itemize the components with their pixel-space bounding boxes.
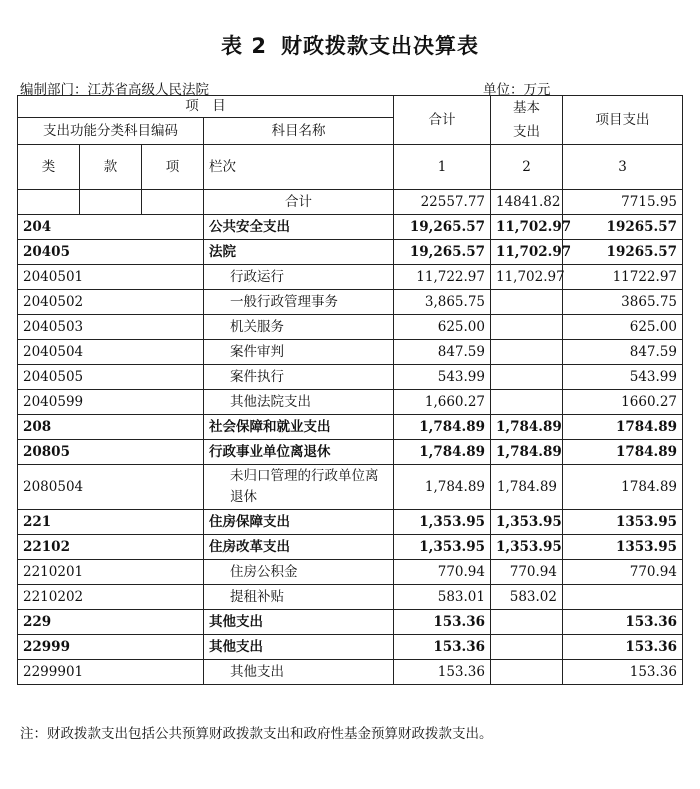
row-total: 19,265.57 [394,215,491,240]
header-col-label: 栏次 [204,145,394,190]
row-total: 1,784.89 [394,415,491,440]
header-col3: 3 [563,145,683,190]
row-name: 案件审判 [204,340,394,365]
row-name: 一般行政管理事务 [204,290,394,315]
row-total: 847.59 [394,340,491,365]
header-xiang: 项 [142,145,204,190]
table-row [18,315,683,340]
unit-left: 编制部门：江苏省高级人民法院 [20,82,209,98]
row-project: 625.00 [563,315,683,340]
row-code: 20805 [18,440,204,465]
page-title [0,30,700,60]
table-row [18,265,683,290]
row-total: 11,722.97 [394,265,491,290]
row-total: 770.94 [394,560,491,585]
row-basic: 11,702.97 [491,265,563,290]
total-row-basic: 14841.82 [491,190,563,215]
row-code: 2040505 [18,365,204,390]
row-project: 153.36 [563,635,683,660]
header-project: 项 目 [18,96,394,118]
row-project [563,585,683,610]
row-code: 208 [18,415,204,440]
row-code: 2210202 [18,585,204,610]
row-basic: 1,784.89 [491,415,563,440]
row-name: 住房改革支出 [204,535,394,560]
row-total: 19,265.57 [394,240,491,265]
row-total: 1,353.95 [394,535,491,560]
table-row [18,510,683,535]
row-total: 153.36 [394,660,491,685]
row-name: 行政事业单位离退休 [204,440,394,465]
row-basic [491,390,563,415]
table-row [18,635,683,660]
row-code: 221 [18,510,204,535]
row-total: 3,865.75 [394,290,491,315]
header-kuan: 款 [80,145,142,190]
row-project: 19265.57 [563,215,683,240]
row-name: 提租补贴 [204,585,394,610]
row-project: 3865.75 [563,290,683,315]
table-row [18,340,683,365]
row-basic [491,315,563,340]
row-total: 1,353.95 [394,510,491,535]
row-name: 社会保障和就业支出 [204,415,394,440]
row-code: 229 [18,610,204,635]
row-basic: 1,784.89 [491,465,563,510]
row-total: 1,660.27 [394,390,491,415]
row-project: 1660.27 [563,390,683,415]
row-code: 2210201 [18,560,204,585]
row-name: 公共安全支出 [204,215,394,240]
table-row [18,240,683,265]
row-name: 行政运行 [204,265,394,290]
row-project: 1784.89 [563,440,683,465]
row-basic: 1,784.89 [491,440,563,465]
table-row [18,440,683,465]
table-row [18,465,683,510]
row-project: 1353.95 [563,535,683,560]
row-name: 其他支出 [204,610,394,635]
row-basic: 583.02 [491,585,563,610]
header-project-exp: 项目支出 [563,96,683,145]
row-total: 153.36 [394,610,491,635]
row-total: 1,784.89 [394,465,491,510]
row-total: 153.36 [394,635,491,660]
row-project: 153.36 [563,610,683,635]
row-basic [491,635,563,660]
header-subject: 科目名称 [204,118,394,145]
header-col1: 1 [394,145,491,190]
row-name: 机关服务 [204,315,394,340]
unit-right: 单位：万元 [483,82,551,98]
row-code: 2040503 [18,315,204,340]
row-total: 1,784.89 [394,440,491,465]
row-basic [491,340,563,365]
table-row [18,535,683,560]
header-lei: 类 [18,145,80,190]
row-name: 案件执行 [204,365,394,390]
row-project: 770.94 [563,560,683,585]
row-code: 204 [18,215,204,240]
row-total: 543.99 [394,365,491,390]
row-code: 2080504 [18,465,204,510]
row-project: 153.36 [563,660,683,685]
total-row-project: 7715.95 [563,190,683,215]
row-total: 625.00 [394,315,491,340]
row-project: 1784.89 [563,415,683,440]
row-code: 20405 [18,240,204,265]
table-row [18,215,683,240]
table-row [18,660,683,685]
table-title: 财政拨款支出决算表 [280,34,479,58]
total-row-total: 22557.77 [394,190,491,215]
row-code: 2040599 [18,390,204,415]
row-project: 847.59 [563,340,683,365]
row-name: 其他法院支出 [204,390,394,415]
row-basic [491,290,563,315]
row-basic [491,610,563,635]
row-code: 2040502 [18,290,204,315]
row-name: 法院 [204,240,394,265]
table-row [18,365,683,390]
footnote: 注：财政拨款支出包括公共预算财政拨款支出和政府性基金预算财政拨款支出。 [20,726,493,742]
row-project: 11722.97 [563,265,683,290]
row-project: 1353.95 [563,510,683,535]
row-name: 其他支出 [204,660,394,685]
row-code: 2040501 [18,265,204,290]
row-name: 住房保障支出 [204,510,394,535]
row-code: 22102 [18,535,204,560]
row-basic [491,660,563,685]
row-basic: 1,353.95 [491,510,563,535]
total-row-label: 合计 [204,190,394,215]
row-total: 583.01 [394,585,491,610]
row-name: 未归口管理的行政单位离退休 [204,465,394,510]
row-name: 住房公积金 [204,560,394,585]
table-row [18,585,683,610]
row-code: 2040504 [18,340,204,365]
row-basic: 770.94 [491,560,563,585]
row-project: 543.99 [563,365,683,390]
header-basic: 基本 支出 [491,96,563,145]
row-basic: 11,702.97 [491,240,563,265]
header-code: 支出功能分类科目编码 [18,118,204,145]
table-row [18,560,683,585]
row-basic: 1,353.95 [491,535,563,560]
row-basic: 11,702.97 [491,215,563,240]
table-number: 表 2 [221,34,267,58]
table-row [18,415,683,440]
header-col2: 2 [491,145,563,190]
row-project: 19265.57 [563,240,683,265]
table-row [18,290,683,315]
header-total: 合计 [394,96,491,145]
table-row [18,610,683,635]
row-project: 1784.89 [563,465,683,510]
expenditure-table [17,95,683,685]
row-code: 2299901 [18,660,204,685]
row-name: 其他支出 [204,635,394,660]
table-row [18,390,683,415]
row-basic [491,365,563,390]
row-code: 22999 [18,635,204,660]
